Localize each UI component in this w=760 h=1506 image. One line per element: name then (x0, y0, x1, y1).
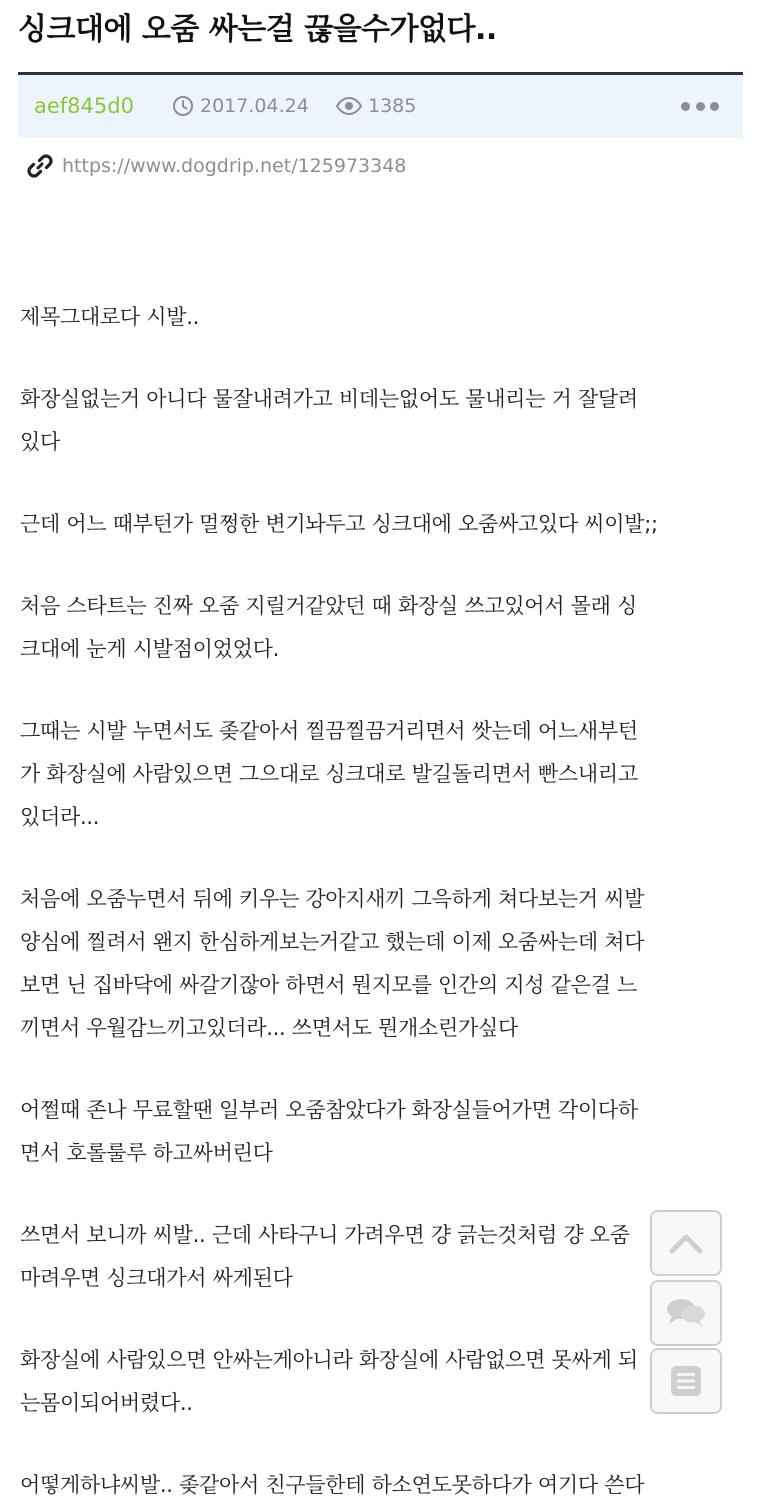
content-paragraph (20, 710, 744, 839)
content-line: 끼면서 우월감느끼고있더라... 쓰면서도 뭔개소린가싶다 (20, 1016, 518, 1040)
content-line: 양심에 찔려서 왠지 한심하게보는거같고 했는데 이제 오줌싸는데 쳐다 (20, 930, 645, 954)
content-line: 면서 호롤룰루 하고싸버린다 (20, 1141, 273, 1165)
comment-icon (664, 1296, 708, 1330)
content-line: 보면 닌 집바닥에 싸갈기잖아 하면서 뭔지모를 인간의 지성 같은걸 느 (20, 973, 637, 997)
post-views (336, 91, 416, 121)
post-date (172, 91, 309, 121)
content-line: 있더라... (20, 805, 100, 829)
link-icon (26, 152, 54, 180)
chevron-up-icon (669, 1232, 703, 1254)
content-line: 그때는 시발 누면서도 좆같아서 찔끔찔끔거리면서 쌋는데 어느새부턴 (20, 719, 638, 743)
post-content (20, 296, 744, 1506)
clock-icon (172, 95, 194, 117)
eye-icon (336, 97, 362, 115)
content-line: 화장실없는거 아니다 물잘내려가고 비데는없어도 물내리는 거 잘달려 (20, 387, 638, 411)
post-url-link[interactable]: https://www.dogdrip.net/125973348 (62, 155, 407, 177)
scroll-top-button[interactable] (650, 1210, 722, 1276)
content-paragraph (20, 1214, 744, 1300)
content-paragraph (20, 1089, 744, 1175)
content-line: 어떻게하냐씨발.. 좆같아서 친구들한테 하소연도못하다가 여기다 쓴다 (20, 1473, 645, 1497)
content-line: 근데 어느 때부턴가 멀쩡한 변기놔두고 싱크대에 오줌싸고있다 씨이발;; (20, 512, 658, 536)
content-line: 처음에 오줌누면서 뒤에 키우는 강아지새끼 그윽하게 쳐다보는거 씨발 (20, 887, 645, 911)
content-paragraph (20, 1339, 744, 1425)
more-dots-icon[interactable] (681, 97, 719, 115)
post-title: 싱크대에 오줌 싸는걸 끊을수가없다.. (18, 12, 497, 47)
content-paragraph (20, 878, 744, 1050)
content-line: 있다 (20, 430, 60, 454)
comment-button[interactable] (650, 1280, 722, 1346)
content-line: 어쩔때 존나 무료할땐 일부러 오줌참았다가 화장실들어가면 각이다하 (20, 1098, 638, 1122)
content-paragraph (20, 296, 744, 339)
content-line: 크대에 눈게 시발점이었었다. (20, 637, 279, 661)
content-paragraph (20, 378, 744, 464)
content-paragraph (20, 1464, 744, 1506)
more-dot (710, 102, 719, 111)
content-paragraph (20, 585, 744, 671)
content-line: 쓰면서 보니까 씨발.. 근데 사타구니 가려우면 걍 긁는것처럼 걍 오줌 (20, 1223, 630, 1247)
list-icon (668, 1363, 704, 1399)
content-line: 화장실에 사람있으면 안싸는게아니라 화장실에 사람없으면 못싸게 되 (20, 1348, 638, 1372)
list-button[interactable] (650, 1348, 722, 1414)
more-dot (696, 102, 705, 111)
post-views-text: 1385 (368, 95, 417, 117)
post-date-text: 2017.04.24 (200, 95, 309, 117)
content-line: 마려우면 싱크대가서 싸게된다 (20, 1266, 293, 1290)
more-dot (681, 102, 690, 111)
post-meta-bar (18, 72, 743, 138)
content-line: 가 화장실에 사람있으면 그으대로 싱크대로 발길돌리면서 빤스내리고 (20, 762, 638, 786)
content-line: 는몸이되어버렸다.. (20, 1391, 193, 1415)
content-line: 처음 스타트는 진짜 오줌 지릴거같았던 때 화장실 쓰고있어서 몰래 싱 (20, 594, 637, 618)
content-line: 제목그대로다 시발.. (20, 305, 200, 329)
post-link-row (26, 150, 406, 182)
content-paragraph (20, 503, 744, 546)
author-name[interactable]: aef845d0 (34, 94, 134, 118)
